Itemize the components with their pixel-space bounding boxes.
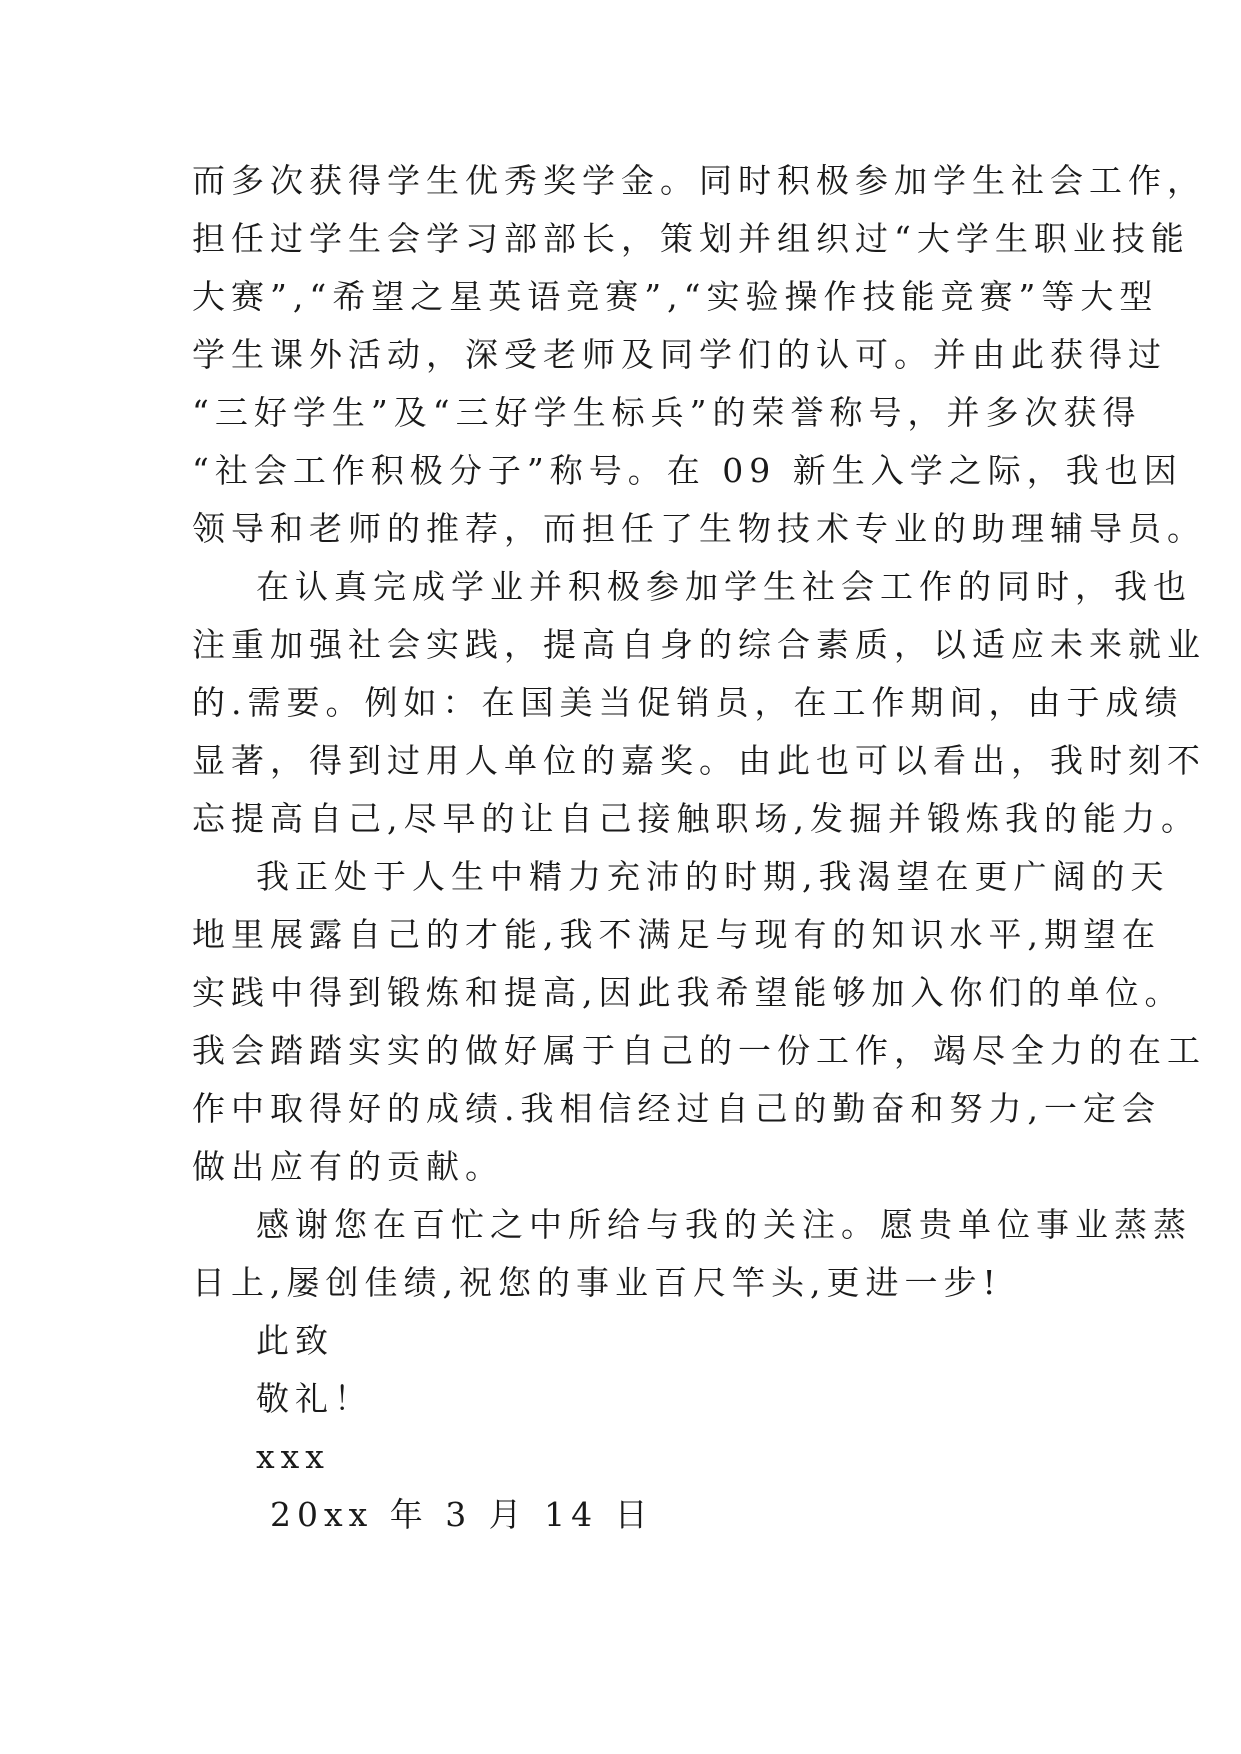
paragraph-line: 做出应有的贡献。 xyxy=(192,1147,504,1186)
paragraph-line: 学生课外活动，深受老师及同学们的认可。并由此获得过 xyxy=(192,335,1167,374)
paragraph-line: 我会踏踏实实的做好属于自己的一份工作，竭尽全力的在工 xyxy=(192,1031,1206,1070)
paragraph-line: 而多次获得学生优秀奖学金。同时积极参加学生社会工作， xyxy=(192,161,1206,200)
paragraph-line: 忘提高自己,尽早的让自己接触职场,发掘并锻炼我的能力。 xyxy=(192,799,1200,838)
letter-body xyxy=(192,152,1206,1544)
paragraph-line: 日上,屡创佳绩,祝您的事业百尺竿头,更进一步! xyxy=(192,1263,1002,1302)
paragraph-line: 大赛”,“希望之星英语竞赛”,“实验操作技能竞赛”等大型 xyxy=(192,277,1159,316)
signature-line: xxx xyxy=(256,1437,330,1476)
paragraph-line: 担任过学生会学习部部长，策划并组织过“大学生职业技能 xyxy=(192,219,1190,258)
paragraph-line: 感谢您在百忙之中所给与我的关注。愿贵单位事业蒸蒸 xyxy=(256,1205,1192,1244)
paragraph-line: 领导和老师的推荐，而担任了生物技术专业的助理辅导员。 xyxy=(192,509,1206,548)
paragraph-line: 地里展露自己的才能,我不满足与现有的知识水平,期望在 xyxy=(192,915,1161,954)
paragraph-line: 作中取得好的成绩.我相信经过自己的勤奋和努力,一定会 xyxy=(192,1089,1161,1128)
paragraph-line: 我正处于人生中精力充沛的时期,我渴望在更广阔的天 xyxy=(256,857,1170,896)
closing-line: 此致 xyxy=(256,1321,334,1360)
salutation-line: 敬礼！ xyxy=(256,1379,373,1418)
paragraph-line: 显著，得到过用人单位的嘉奖。由此也可以看出，我时刻不 xyxy=(192,741,1206,780)
paragraph-line: 在认真完成学业并积极参加学生社会工作的同时，我也 xyxy=(256,567,1192,606)
paragraph-line: “三好学生”及“三好学生标兵”的荣誉称号，并多次获得 xyxy=(192,393,1142,432)
paragraph-line: 实践中得到锻炼和提高,因此我希望能够加入你们的单位。 xyxy=(192,973,1184,1012)
paragraph-line: “社会工作积极分子”称号。在 09 新生入学之际，我也因 xyxy=(192,451,1183,490)
paragraph-line: 的.需要。例如：在国美当促销员，在工作期间，由于成绩 xyxy=(192,683,1184,722)
paragraph-line: 注重加强社会实践，提高自身的综合素质，以适应未来就业 xyxy=(192,625,1206,664)
date-line: 20xx 年 3 月 14 日 xyxy=(270,1495,654,1534)
